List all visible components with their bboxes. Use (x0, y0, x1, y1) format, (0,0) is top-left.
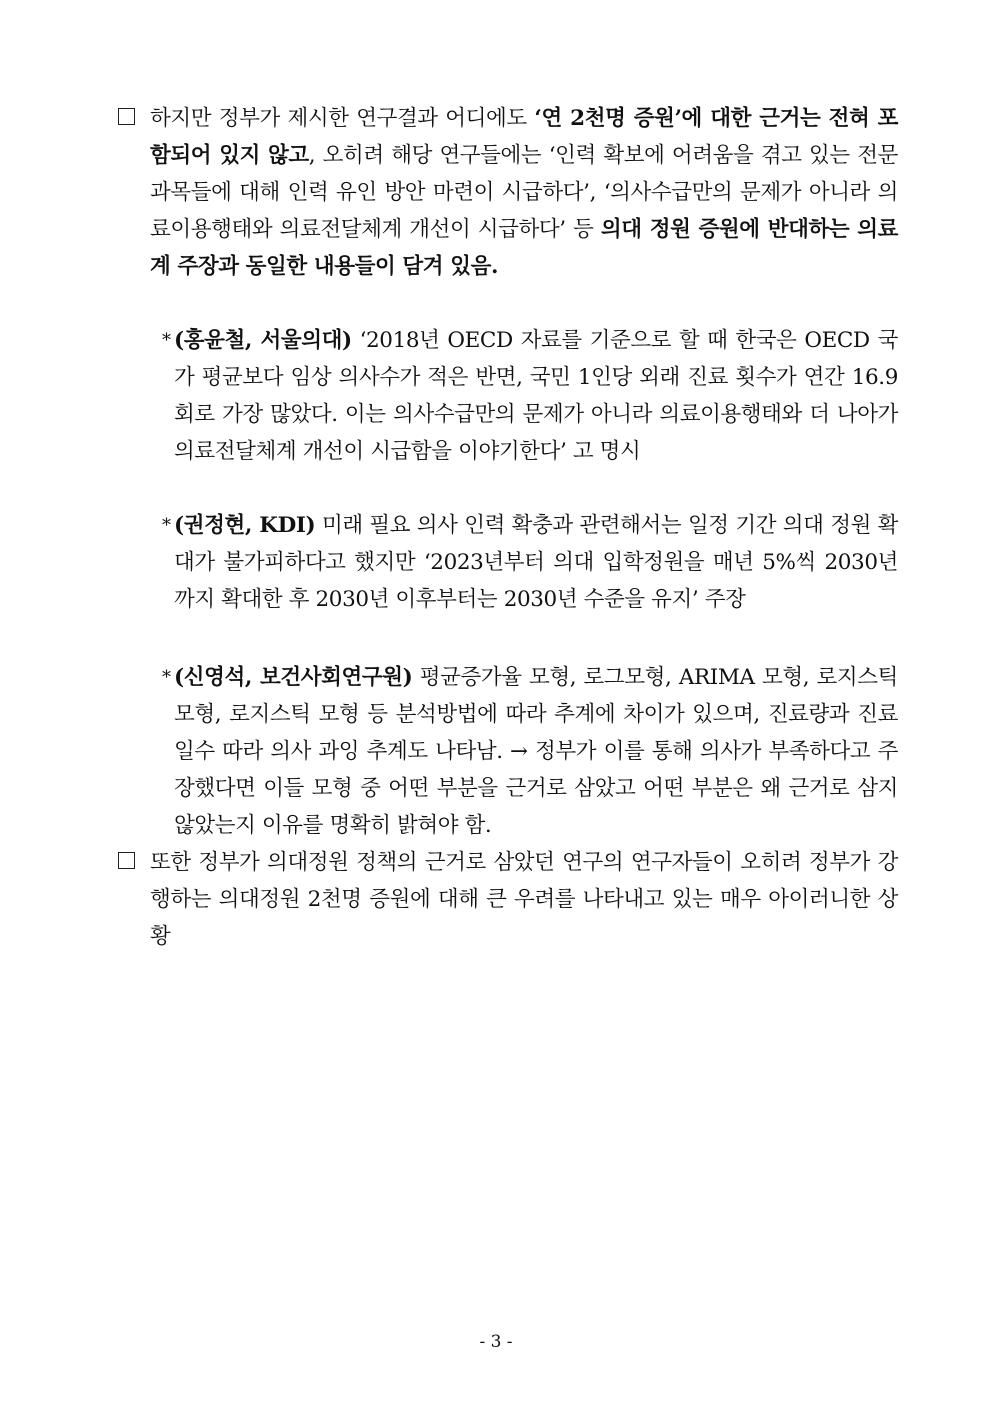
bold-emphasis: 의대 정원 증원에 반대하는 의료계 주장과 동일한 내용들이 담겨 있음. (150, 217, 898, 279)
note-text: ‘2018년 OECD 자료를 기준으로 할 때 한국은 OECD 국가 평균보다 임상 의사수가 적은 반면, 국민 1인당 외래 진료 횟수가 연간 16.9회로 가장 많았다. 이는 의사수급만의 문제가 아니라 의료이용행태와 더 나아가 의료전달체계 개선이 시급함을 이야기한다’ 고 명시 (174, 328, 898, 464)
checkbox-bullet-icon (118, 852, 135, 869)
asterisk-bullet-icon: * (162, 515, 171, 536)
note-item-shin (162, 659, 898, 844)
note-item-kwon (162, 507, 898, 618)
note-source: (신영석, 보건사회연구원) (174, 665, 413, 690)
note-item-hong (162, 322, 898, 470)
main-paragraph-1 (118, 100, 898, 285)
paragraph-text: 하지만 정부가 제시한 연구결과 어디에도 ‘연 2천명 증원’에 대한 근거는 전혀 포함되어 있지 않고, 오히려 해당 연구들에는 ‘인력 확보에 어려움을 겪고 있는 전문과목들에 대해 인력 유인 방안 마련이 시급하다’, ‘의사수급만의 문제가 아니라 의료이용행태와 의료전달체계 개선이 시급하다’ 등 의대 정원 증원에 반대하는 의료계 주장과 동일한 내용들이 담겨 있음. (150, 106, 898, 279)
note-text: 미래 필요 의사 인력 확충과 관련해서는 일정 기간 의대 정원 확대가 불가피하다고 했지만 ‘2023년부터 의대 입학정원을 매년 5%씩 2030년까지 확대한 후 2030년 이후부터는 2030년 수준을 유지’ 주장 (174, 513, 898, 612)
bold-emphasis: ‘연 2천명 증원’에 대한 근거는 전혀 포함되어 있지 않고 (150, 106, 898, 168)
main-paragraph-2 (118, 844, 898, 955)
note-source: (홍윤철, 서울의대) (174, 328, 352, 353)
note-source: (권정현, KDI) (174, 513, 316, 538)
note-text: 평균증가율 모형, 로그모형, ARIMA 모형, 로지스틱 모형, 로지스틱 모형 등 분석방법에 따라 추계에 차이가 있으며, 진료량과 진료일수 따라 의사 과잉 추계도 나타남. → 정부가 이를 통해 의사가 부족하다고 주장했다면 이들 모형 중 어떤 부분을 근거로 삼았고 어떤 부분은 왜 근거로 삼지 않았는지 이유를 명확히 밝혀야 함. (174, 665, 898, 838)
paragraph-text: 또한 정부가 의대정원 정책의 근거로 삼았던 연구의 연구자들이 오히려 정부가 강행하는 의대정원 2천명 증원에 대해 큰 우려를 나타내고 있는 매우 아이러니한 상황 (150, 850, 898, 949)
page-number: - 3 - (479, 1332, 513, 1352)
asterisk-bullet-icon: * (162, 330, 171, 351)
checkbox-bullet-icon (118, 108, 135, 125)
asterisk-bullet-icon: * (162, 667, 171, 688)
